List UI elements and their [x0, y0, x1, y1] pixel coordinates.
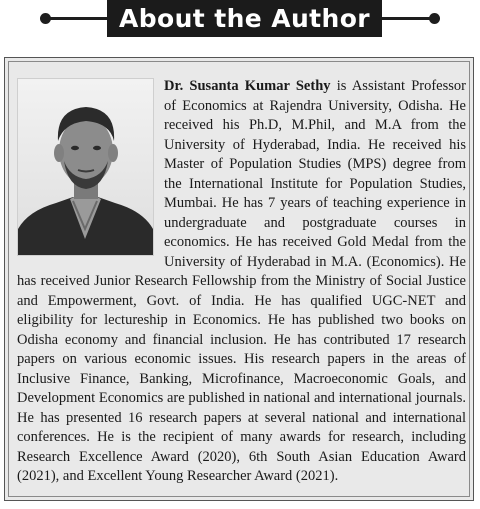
header-rule-right [382, 17, 434, 20]
author-portrait-image [18, 79, 153, 255]
header-dot-right [429, 13, 440, 24]
author-panel [4, 57, 474, 501]
header-rule-left [47, 17, 107, 20]
section-title: About the Author [107, 0, 382, 37]
author-photo [17, 78, 154, 256]
author-bio [17, 77, 466, 487]
author-bio-text: is Assistant Professor of Economics at Rajendra University, Odisha. He received his Ph.D, M.Phil, and M.A from the University of Hyderabad, India. He received his Master of Population Studies (MPS) degree from the International Institute for Population Studies, Mumbai. He has 7 years of teaching experience in undergraduate and postgraduate courses in economics. He has received Gold Medal from the University of Hyderabad in M.A. (Economics). He has received Junior Research Fellowship from the Ministry of Social Justice and Empowerment, Govt. of India. He has qualified UGC-NET and eligibility for lectureship in Economics. He has published two books on Odisha economy and financial inclusion. He has contributed 17 research papers on various economic issues. His research papers in the areas of Inclusive Finance, Banking, Microfinance, Macroeconomic Goals, and Development Economics are published in national and international journals. He has presented 16 research papers at several national and international conferences. He is the recipient of many awards for research, including Research Excellence Award (2020), 6th South Asian Education Award (2021), and Excellent Young Researcher Award (2021). [17, 78, 466, 484]
author-name: Dr. Susanta Kumar Sethy [164, 78, 331, 94]
